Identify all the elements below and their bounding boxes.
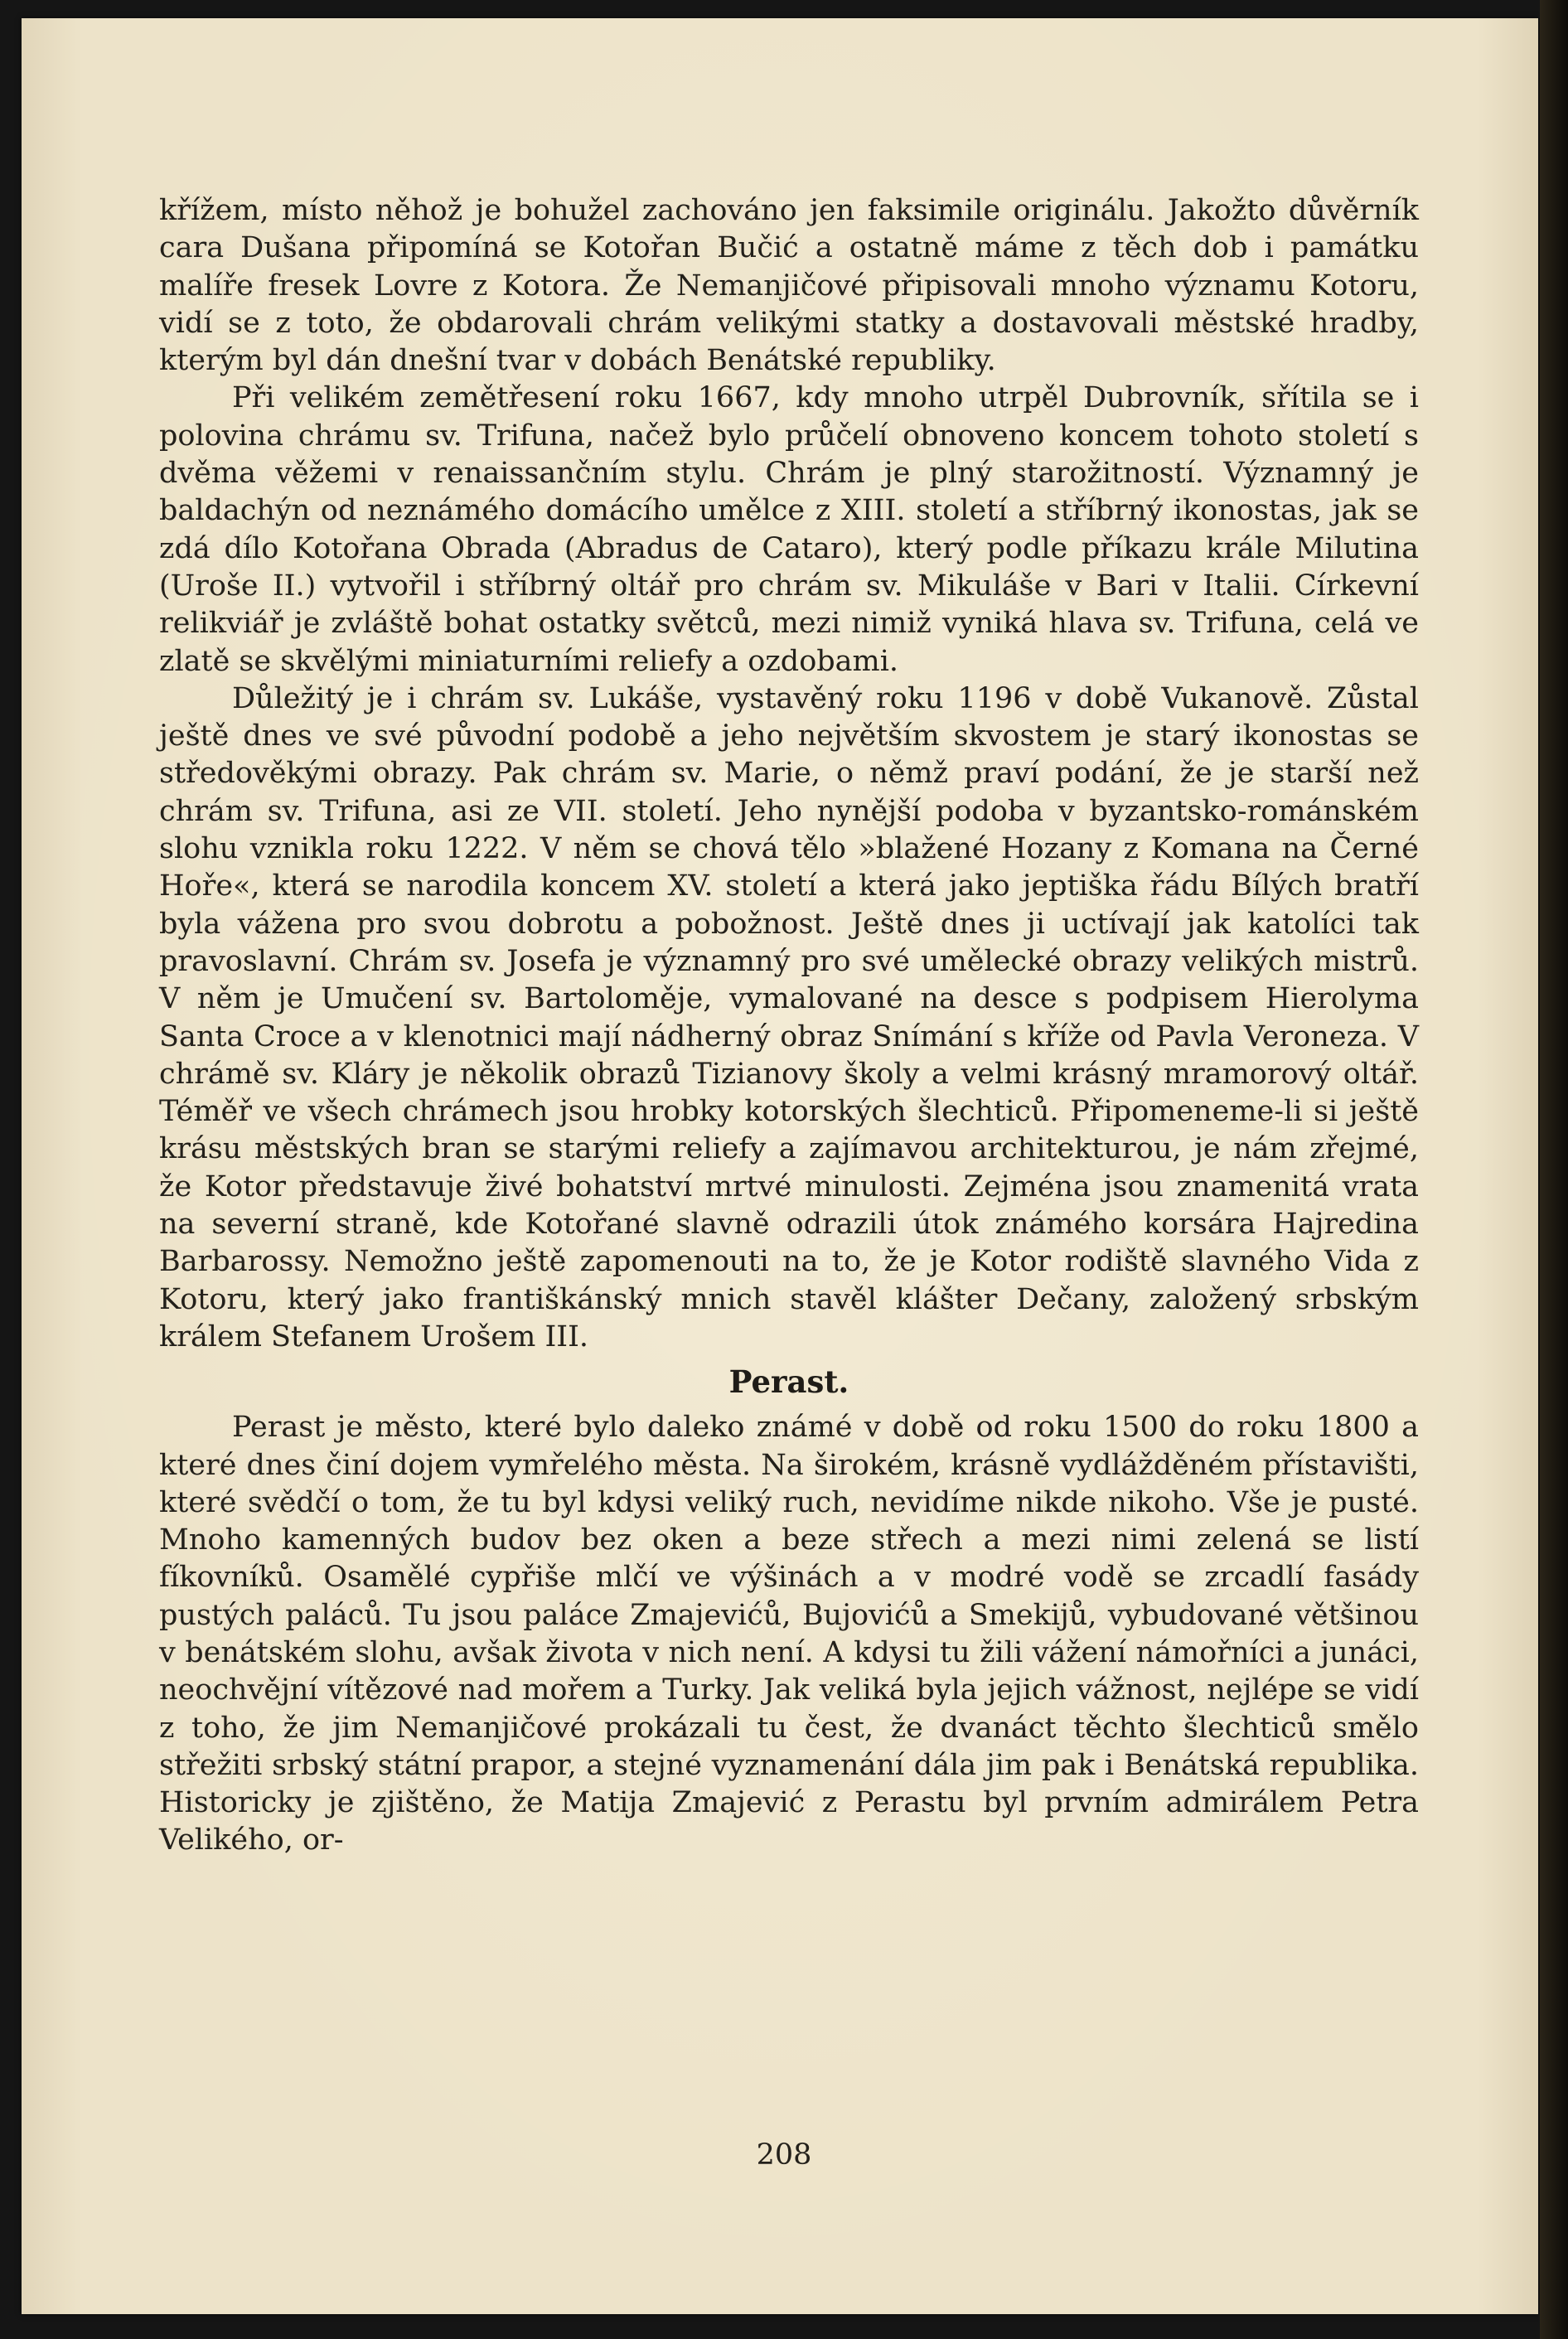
section-heading-perast: Perast.: [728, 1363, 849, 1401]
binding-gutter: [1540, 0, 1568, 2339]
paragraph-1: křížem, místo něhož je bohužel zachováno jen faksimile originálu. Jakožto důvěrník cara Dušana připomíná se Kotořan Bučić a ostatně máme z těch dob i památku malíře fresek Lovre z Kotora. Že Nemanjičové připisovali mnoho významu Kotoru, vidí se z toto, že obdarovali chrám velikými statky a dostavovali městské hradby, kterým byl dán dnešní tvar v dobách Benátské republiky.: [159, 194, 1419, 378]
book-page: [22, 18, 1538, 2314]
body-text: [159, 192, 1419, 1860]
page-number: 208: [756, 2138, 812, 2172]
paragraph-2: Při velikém zemětřesení roku 1667, kdy mnoho utrpěl Dubrovník, sřítila se i polovina chrámu sv. Trifuna, načež bylo průčelí obnoveno koncem tohoto století s dvěma věžemi v renaissančním stylu. Chrám je plný starožitností. Významný je baldachýn od neznámého domácího umělce z XIII. století a stříbrný ikonostas, jak se zdá dílo Kotořana Obrada (Abradus de Cataro), který podle příkazu krále Milutina (Uroše II.) vytvořil i stříbrný oltář pro chrám sv. Mikuláše v Bari v Italii. Církevní relikviář je zvláště bohat ostatky světců, mezi nimiž vyniká hlava sv. Trifuna, celá ve zlatě se skvělými miniaturními reliefy a ozdobami.: [159, 381, 1419, 678]
paragraph-3: Důležitý je i chrám sv. Lukáše, vystavěný roku 1196 v době Vukanově. Zůstal ještě dnes ve své původní podobě a jeho největším skvostem je starý ikonostas se středověkými obrazy. Pak chrám sv. Marie, o němž praví podání, že je starší než chrám sv. Trifuna, asi ze VII. století. Jeho nynější podoba v byzantsko-románském slohu vznikla roku 1222. V něm se chová tělo »blažené Hozany z Komana na Černé Hoře«, která se narodila koncem XV. století a která jako jeptiška řádu Bílých bratří byla vážena pro svou dobrotu a pobožnost. Ještě dnes ji uctívají jak katolíci tak pravoslavní. Chrám sv. Josefa je významný pro své umělecké obrazy velikých mistrů. V něm je Umučení sv. Bartoloměje, vymalované na desce s podpisem Hierolyma Santa Croce a v klenotnici mají nádherný obraz Snímání s kříže od Pavla Veroneza. V chrámě sv. Kláry je několik obrazů Tizianovy školy a velmi krásný mramorový oltář. Téměř ve všech chrámech jsou hrobky kotorských šlechticů. Připomeneme-li si ještě krásu městských bran se starými reliefy a zajímavou architekturou, je nám zřejmé, že Kotor představuje živé bohatství mrtvé minulosti. Zejména jsou znamenitá vrata na severní straně, kde Kotořané slavně odrazili útok známého korsára Hajredina Barbarossy. Nemožno ještě zapomenouti na to, že je Kotor rodiště slavného Vida z Kotoru, který jako františkánský mnich stavěl klášter Dečany, založený srbským králem Stefanem Urošem III.: [159, 681, 1419, 1354]
paragraph-4: Perast je město, které bylo daleko známé v době od roku 1500 do roku 1800 a které dnes činí dojem vymřelého města. Na širokém, krásně vydlážděném přístavišti, které svědčí o tom, že tu byl kdysi veliký ruch, nevidíme nikde nikoho. Vše je pusté. Mnoho kamenných budov bez oken a beze střech a mezi nimi zelená se listí fíkovníků. Osamělé cypřiše mlčí ve výšinách a v modré vodě se zrcadlí fasády pustých paláců. Tu jsou paláce Zmajevićů, Bujovićů a Smekijů, vybudované většinou v benátském slohu, avšak života v nich není. A kdysi tu žili vážení námořníci a junáci, neochvějní vítězové nad mořem a Turky. Jak veliká byla jejich vážnost, nejlépe se vidí z toho, že jim Nemanjičové prokázali tu čest, že dvanáct těchto šlechticů smělo střežiti srbský státní prapor, a stejné vyznamenání dála jim pak i Benátská republika. Historicky je zjištěno, že Matija Zmajević z Perastu byl prvním admirálem Petra Velikého, or-: [159, 1411, 1419, 1857]
